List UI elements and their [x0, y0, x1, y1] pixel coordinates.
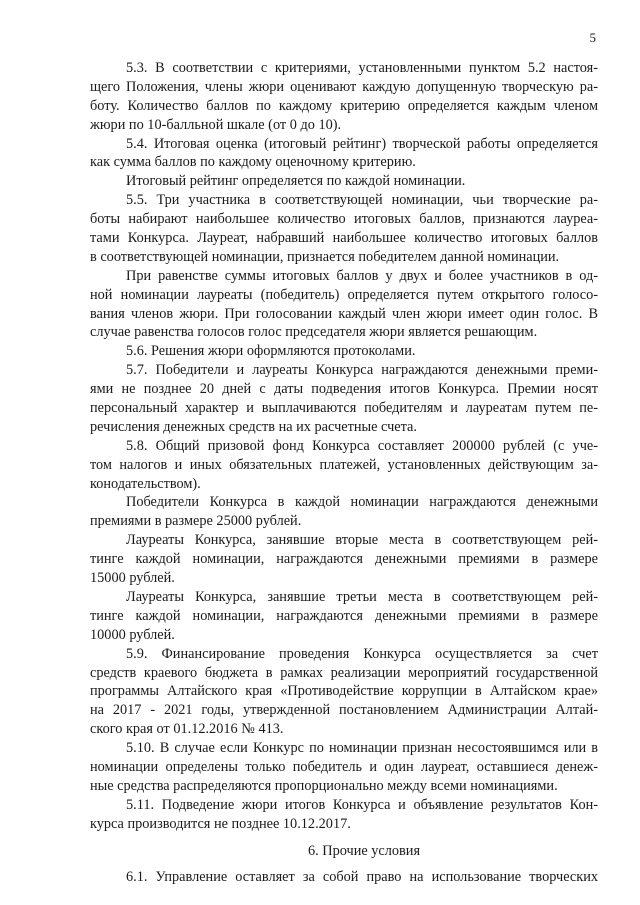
- text-line: 5.4. Итоговая оценка (итоговый рейтинг) творческой работы определяется: [126, 135, 598, 152]
- text-line: 5.5. Три участника в соответствующей номинации, чьи творческие ра-: [126, 192, 598, 209]
- text-line: жюри по 10-балльной шкале (от 0 до 10).: [90, 116, 342, 133]
- text-line: ского края от 01.12.2016 № 413.: [90, 721, 284, 738]
- text-line: тинге каждой номинации, награждаются денежными премиями в размере: [90, 607, 598, 624]
- text-line: 5.6. Решения жюри оформляются протоколами.: [126, 343, 416, 360]
- text-line: конодательством).: [90, 475, 201, 492]
- text-line: в соответствующей номинации, признается победителем данной номинации.: [90, 248, 560, 265]
- text-line: премиями в размере 25000 рублей.: [90, 513, 302, 530]
- text-line: щего Положения, члены жюри оценивают каждую допущенную творческую ра-: [90, 78, 598, 95]
- text-line: боту. Количество баллов по каждому критерию определяется каждым членом: [90, 97, 598, 114]
- text-line: 5.3. В соответствии с критериями, установленными пунктом 5.2 настоя-: [126, 60, 598, 76]
- text-line: Победители Конкурса в каждой номинации награждаются денежными: [126, 494, 598, 511]
- text-line: 5.9. Финансирование проведения Конкурса осуществляется за счет: [126, 645, 598, 662]
- text-line: как сумма баллов по каждому оценочному критерию.: [90, 154, 416, 171]
- text-line: том налогов и иных обязательных платежей, установленных действующим за-: [90, 456, 598, 473]
- section-heading: 6. Прочие условия: [307, 842, 421, 859]
- text-line: вания членов жюри. При голосовании каждый член жюри имеет один голос. В: [90, 305, 598, 322]
- spacer: [90, 834, 598, 842]
- text-line: случае равенства голосов голос председателя жюри является решающим.: [90, 324, 538, 341]
- text-line: средств краевого бюджета в рамках реализации мероприятий государственной: [90, 664, 598, 681]
- text-line: Лауреаты Конкурса, занявшие вторые места в соответствующем рей-: [126, 532, 598, 549]
- text-line: тами Конкурса. Лауреат, набравший наибольшее количество итоговых баллов: [90, 230, 598, 247]
- text-line: 10000 рублей.: [90, 626, 175, 643]
- spacer: [90, 860, 598, 868]
- text-line: Итоговый рейтинг определяется по каждой номинации.: [126, 173, 466, 190]
- text-line: 5.11. Подведение жюри итогов Конкурса и объявление результатов Кон-: [126, 796, 598, 813]
- text-line: программы Алтайского края «Противодействие коррупции в Алтайском крае»: [90, 683, 598, 700]
- text-line: ями не позднее 20 дней с даты подведения итогов Конкурса. Премии носят: [90, 381, 598, 398]
- text-line: курса производится не позднее 10.12.2017.: [90, 815, 351, 832]
- page-number: 5: [589, 30, 596, 45]
- text-line: боты набирают наибольшее количество итоговых баллов, признаются лауреа-: [90, 211, 598, 228]
- text-line: 5.10. В случае если Конкурс по номинации признан несостоявшимся или в: [126, 740, 598, 757]
- text-line: 5.7. Победители и лауреаты Конкурса награждаются денежными преми-: [126, 362, 598, 379]
- text-line: ной номинации лауреаты (победитель) определяется путем открытого голосо-: [90, 286, 598, 303]
- text-line: ные средства распределяются пропорционально между всеми номинациями.: [90, 777, 558, 794]
- text-line: тинге каждой номинации, награждаются денежными премиями в размере: [90, 551, 598, 568]
- text-line: Лауреаты Конкурса, занявшие третьи места в соответствующем рей-: [126, 588, 598, 605]
- text-line: персональный характер и выплачиваются победителям и лауреатам путем пе-: [90, 400, 598, 417]
- text-line: 6.1. Управление оставляет за собой право на использование творческих: [126, 869, 598, 886]
- document-body: [90, 59, 598, 887]
- text-line: 5.8. Общий призовой фонд Конкурса составляет 200000 рублей (с уче-: [126, 437, 598, 454]
- text-line: 15000 рублей.: [90, 570, 175, 587]
- text-line: номинации определены только победитель и один лауреат, оставшиеся денеж-: [90, 758, 598, 775]
- text-line: на 2017 - 2021 годы, утвержденной постановлением Администрации Алтай-: [90, 702, 598, 719]
- text-line: речисления денежных средств на их расчетные счета.: [90, 418, 417, 435]
- text-line: При равенстве суммы итоговых баллов у двух и более участников в од-: [126, 267, 598, 284]
